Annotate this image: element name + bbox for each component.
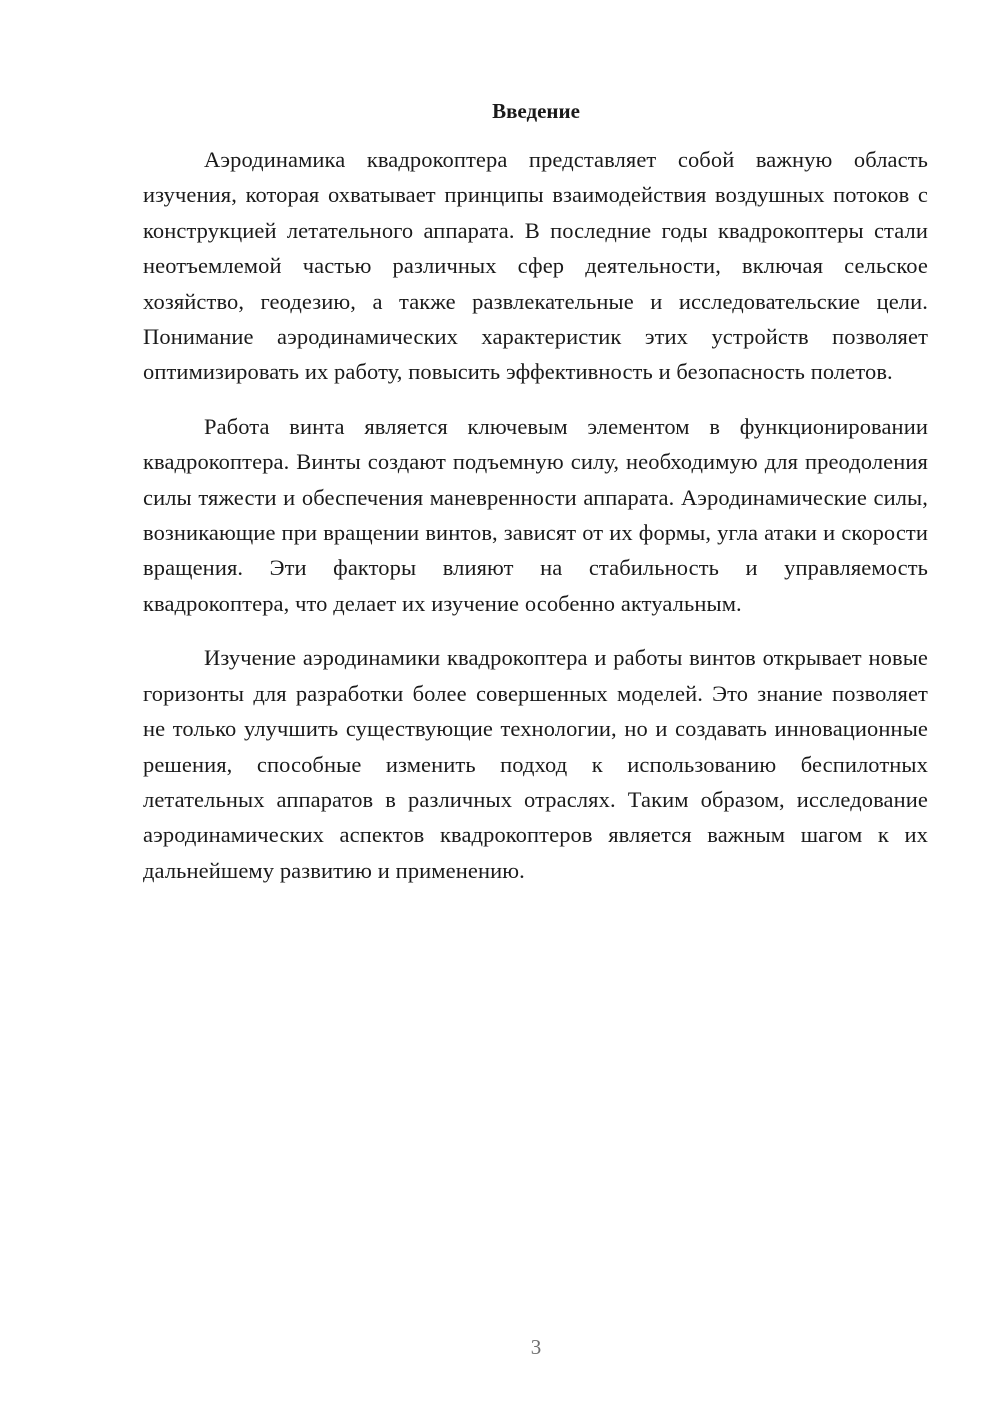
section-title: Введение [492,99,580,123]
paragraph-3: Изучение аэродинамики квадрокоптера и работы винтов открывает новые горизонты для разработки более совершенных моделей. Это знание позволяет не только улучшить существующие технологии, но и создавать инновационные решения, способные изменить подход к использованию беспилотных летательных аппаратов в различных отраслях. Таким образом, исследование аэродинамических аспектов квадрокоптеров является важным шагом к их дальнейшему развитию и применению. [143,645,928,883]
body-text [143,142,928,907]
page-number: 3 [530,1335,542,1359]
paragraph-2: Работа винта является ключевым элементом в функционировании квадрокоптера. Винты создают подъемную силу, необходимую для преодоления силы тяжести и обеспечения маневренности аппарата. Аэродинамические силы, возникающие при вращении винтов, зависят от их формы, угла атаки и скорости вращения. Эти факторы влияют на стабильность и управляемость квадрокоптера, что делает их изучение особенно актуальным. [143,413,928,616]
paragraph-1: Аэродинамика квадрокоптера представляет собой важную область изучения, которая охватывает принципы взаимодействия воздушных потоков с конструкцией летательного аппарата. В последние годы квадрокоптеры стали неотъемлемой частью различных сфер деятельности, включая сельское хозяйство, геодезию, а также развлекательные и исследовательские цели. Понимание аэродинамических характеристик этих устройств позволяет оптимизировать их работу, повысить эффективность и безопасность полетов. [143,147,928,385]
